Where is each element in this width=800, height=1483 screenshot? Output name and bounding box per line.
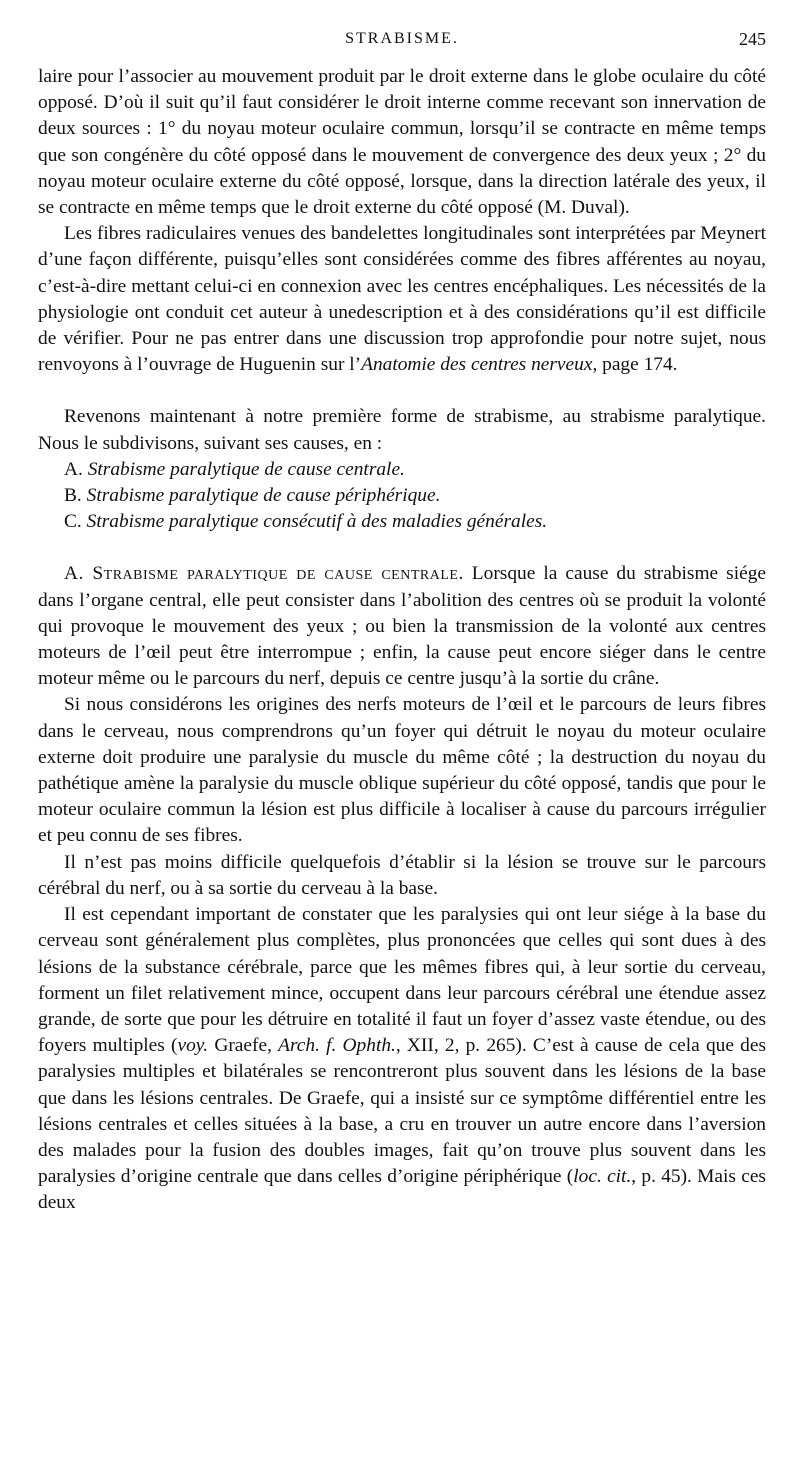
list-letter: A. bbox=[64, 458, 83, 480]
page-body bbox=[38, 64, 766, 1217]
paragraph-continuation bbox=[38, 64, 766, 221]
section-heading: A. Strabisme paralytique de cause centrale. bbox=[64, 563, 464, 585]
citation-loc-cit: loc. cit. bbox=[573, 1166, 632, 1188]
list-item bbox=[38, 457, 766, 483]
list-text: Strabisme paralytique consécutif à des maladies générales. bbox=[86, 511, 548, 533]
paragraph-text: , XII, 2, p. 265). C’est à cause de cela que des paralysies multiples et bilatérales se rencontreront plus souvent dans les lésions de la base que dans les lésions centrales. De Graefe, qui a insisté sur ce symptôme différentiel entre les lésions centrales et celles situées à la base, a cru en trouver un autre encore dans l’aversion des malades pour la fusion des doubles images, fait qu’on trouve plus souvent dans les paralysies d’origine centrale que dans celles d’origine périphérique ( bbox=[38, 1035, 766, 1188]
paragraph-text: Lorsque la cause du strabisme siége dans l’organe central, elle peut consister dans l’abolition des centres où se produit la volonté qui provoque le mouvement des yeux ; ou bien la transmission de la volonté aux centres moteurs de l’œil peut être interrompue ; enfin, la cause peut encore siéger dans le centre moteur même ou le parcours du nerf, depuis ce centre jusqu’à la sortie du crâne. bbox=[38, 563, 766, 690]
paragraph-text: Les fibres radiculaires venues des bandelettes longitudinales sont interprétées par Meynert d’une façon différente, puisqu’elles sont considérées comme des fibres afférentes au noyau, c’est-à-dire mettant celui-ci en connexion avec les centres encéphaliques. Les nécessités de la physiologie ont conduit cet auteur à unedescription et à des considérations qu’il est difficile de vérifier. Pour ne pas entrer dans une discussion trop approfondie pour notre sujet, nous renvoyons à l’ouvrage de Huguenin sur l’ bbox=[38, 223, 766, 376]
citation-voy: voy. bbox=[177, 1035, 209, 1057]
paragraph-text: Revenons maintenant à notre première forme de strabisme, au strabisme paralytique. Nous le subdivisons, suivant ses causes, en : bbox=[38, 406, 766, 454]
paragraph-meynert bbox=[38, 221, 766, 378]
list-text: Strabisme paralytique de cause périphérique. bbox=[86, 485, 441, 507]
paragraph-section-a bbox=[38, 561, 766, 692]
book-title: Anatomie des centres nerveux bbox=[361, 354, 593, 376]
page-number: 245 bbox=[739, 29, 766, 49]
paragraph-text: Graefe, bbox=[208, 1035, 279, 1057]
paragraph-difficulte bbox=[38, 850, 766, 902]
cause-list bbox=[38, 457, 766, 536]
paragraph-text: Il n’est pas moins difficile quelquefois d’établir si la lésion se trouve sur le parcours cérébral du nerf, ou à sa sortie du cerveau à la base. bbox=[38, 851, 766, 899]
list-letter: B. bbox=[64, 485, 82, 507]
paragraph-text: , p. 45). Mais ces deux bbox=[38, 1166, 766, 1214]
list-item bbox=[38, 509, 766, 535]
list-text: Strabisme paralytique de cause centrale. bbox=[87, 458, 405, 480]
paragraph-text: Si nous considérons les origines des nerfs moteurs de l’œil et le parcours de leurs fibres dans le cerveau, nous comprendrons qu’un foyer qui détruit le noyau du moteur oculaire externe doit produire une paralysie du muscle du même côté ; la destruction du noyau du pathétique amène la paralysie du muscle oblique supérieur du côté opposé, tandis que pour le moteur oculaire commun la lésion est plus difficile à localiser à cause du parcours irrégulier et peu connu de ses fibres. bbox=[38, 694, 766, 847]
paragraph-text: Il est cependant important de constater que les paralysies qui ont leur siége à la base du cerveau sont généralement plus complètes, plus prononcées que celles qui sont dues à des lésions de la substance cérébrale, parce que les mêmes fibres qui, à leur sortie du cerveau, forment un filet relativement mince, occupent dans leur parcours cérébral une étendue assez grande, de sorte que pour les détruire en totalité il faut un foyer d’assez vaste étendue, ou des foyers multiples ( bbox=[38, 904, 766, 1057]
running-title: STRABISME. bbox=[345, 30, 459, 47]
running-head bbox=[38, 0, 766, 50]
paragraph-subdivision bbox=[38, 404, 766, 456]
paragraph-text: , page 174. bbox=[592, 354, 678, 376]
paragraph-origines bbox=[38, 692, 766, 849]
list-letter: C. bbox=[64, 511, 82, 533]
paragraph-text: laire pour l’associer au mouvement produit par le droit externe dans le globe oculaire du côté opposé. D’où il suit qu’il faut considérer le droit interne comme recevant son innervation de deux sources : 1° du noyau moteur oculaire commun, lorsqu’il se contracte en même temps que son congénère du côté opposé dans le mouvement de convergence des deux yeux ; 2° du noyau moteur oculaire externe du côté opposé, lorsque, dans la direction latérale des yeux, il se contracte en même temps que le droit externe du côté opposé (M. Duval). bbox=[38, 66, 766, 219]
list-item bbox=[38, 483, 766, 509]
citation-journal: Arch. f. Ophth. bbox=[278, 1035, 396, 1057]
book-page bbox=[38, 0, 766, 1483]
paragraph-base-cerveau bbox=[38, 902, 766, 1216]
